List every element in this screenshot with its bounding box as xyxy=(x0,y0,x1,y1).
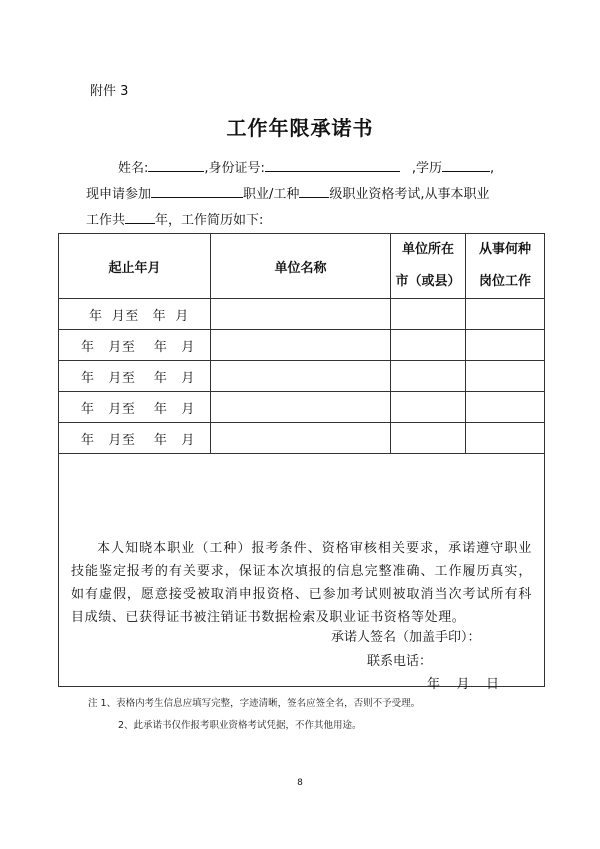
header-location-line2: 市（或县） xyxy=(395,274,461,289)
period-cell[interactable]: 年 月至 年 月 xyxy=(59,299,211,330)
period-cell[interactable]: 年 月至 年 月 xyxy=(59,423,211,454)
id-label: ,身份证号: xyxy=(204,161,265,176)
document-title: 工作年限承诺书 xyxy=(226,116,374,140)
form-line-1 xyxy=(118,157,494,176)
table-row xyxy=(59,392,545,423)
form-line-3 xyxy=(86,209,263,228)
pledge-cell xyxy=(59,454,545,692)
attachment-label: 附件 3 xyxy=(90,84,129,99)
education-label: ,学历 xyxy=(411,161,443,176)
years-label: 年，工作简历如下: xyxy=(155,213,264,228)
years-blank[interactable] xyxy=(125,211,155,224)
header-period: 起止年月 xyxy=(59,234,211,299)
phone-label[interactable]: 联系电话： xyxy=(367,654,433,669)
form-line-2 xyxy=(86,183,490,202)
name-blank[interactable] xyxy=(148,159,204,172)
table-row xyxy=(59,423,545,454)
unit-cell[interactable] xyxy=(211,361,391,392)
table-row xyxy=(59,299,545,330)
work-label: 工作共 xyxy=(86,213,126,228)
level-label: 级职业资格考试,从事本职业 xyxy=(329,187,490,202)
date-label[interactable]: 年 月 日 xyxy=(427,677,500,692)
header-location xyxy=(391,234,466,299)
location-cell[interactable] xyxy=(391,299,466,330)
position-cell[interactable] xyxy=(466,330,545,361)
signature-label[interactable]: 承诺人签名（加盖手印）： xyxy=(331,630,481,645)
unit-cell[interactable] xyxy=(211,423,391,454)
work-history-table xyxy=(58,233,545,692)
page-number: 8 xyxy=(297,778,303,788)
note-2: 2、此承诺书仅作报考职业资格考试凭据，不作其他用途。 xyxy=(118,720,362,731)
unit-cell[interactable] xyxy=(211,392,391,423)
level-blank[interactable] xyxy=(299,185,329,198)
location-cell[interactable] xyxy=(391,392,466,423)
position-cell[interactable] xyxy=(466,361,545,392)
education-blank[interactable] xyxy=(442,159,490,172)
pledge-row xyxy=(59,454,545,687)
unit-cell[interactable] xyxy=(211,299,391,330)
education-tail: , xyxy=(490,161,495,176)
header-unit-name: 单位名称 xyxy=(211,234,391,299)
header-position-line1: 从事何种 xyxy=(478,242,531,257)
occupation-label: 职业/工种 xyxy=(243,187,300,202)
period-cell[interactable]: 年 月至 年 月 xyxy=(59,361,211,392)
apply-label: 现申请参加 xyxy=(86,187,152,202)
header-location-line1: 单位所在 xyxy=(401,242,454,257)
position-cell[interactable] xyxy=(466,299,545,330)
period-cell[interactable]: 年 月至 年 月 xyxy=(59,392,211,423)
position-cell[interactable] xyxy=(466,423,545,454)
header-position-line2: 岗位工作 xyxy=(478,274,531,289)
position-cell[interactable] xyxy=(466,392,545,423)
location-cell[interactable] xyxy=(391,361,466,392)
exam-name-blank[interactable] xyxy=(151,185,243,198)
unit-cell[interactable] xyxy=(211,330,391,361)
table-row xyxy=(59,361,545,392)
header-position xyxy=(466,234,545,299)
id-blank[interactable] xyxy=(265,159,400,172)
location-cell[interactable] xyxy=(391,423,466,454)
period-cell[interactable]: 年 月至 年 月 xyxy=(59,330,211,361)
name-label: 姓名: xyxy=(118,161,149,176)
location-cell[interactable] xyxy=(391,330,466,361)
table-row xyxy=(59,330,545,361)
note-1: 注 1、表格内考生信息应填写完整，字迹清晰，签名应签全名，否则不予受理。 xyxy=(88,698,421,709)
pledge-text: 本人知晓本职业（工种）报考条件、资格审核相关要求，承诺遵守职业技能鉴定报考的有关要求，保证本次填报的信息完整准确、工作履历真实，如有虚假，愿意接受被取消申报资格、已参加考试则被取消当次考试所有科目成绩、已获得证书被注销证书数据检索及职业证书资格等处理。 xyxy=(71,541,532,625)
table-header-row xyxy=(59,234,545,299)
